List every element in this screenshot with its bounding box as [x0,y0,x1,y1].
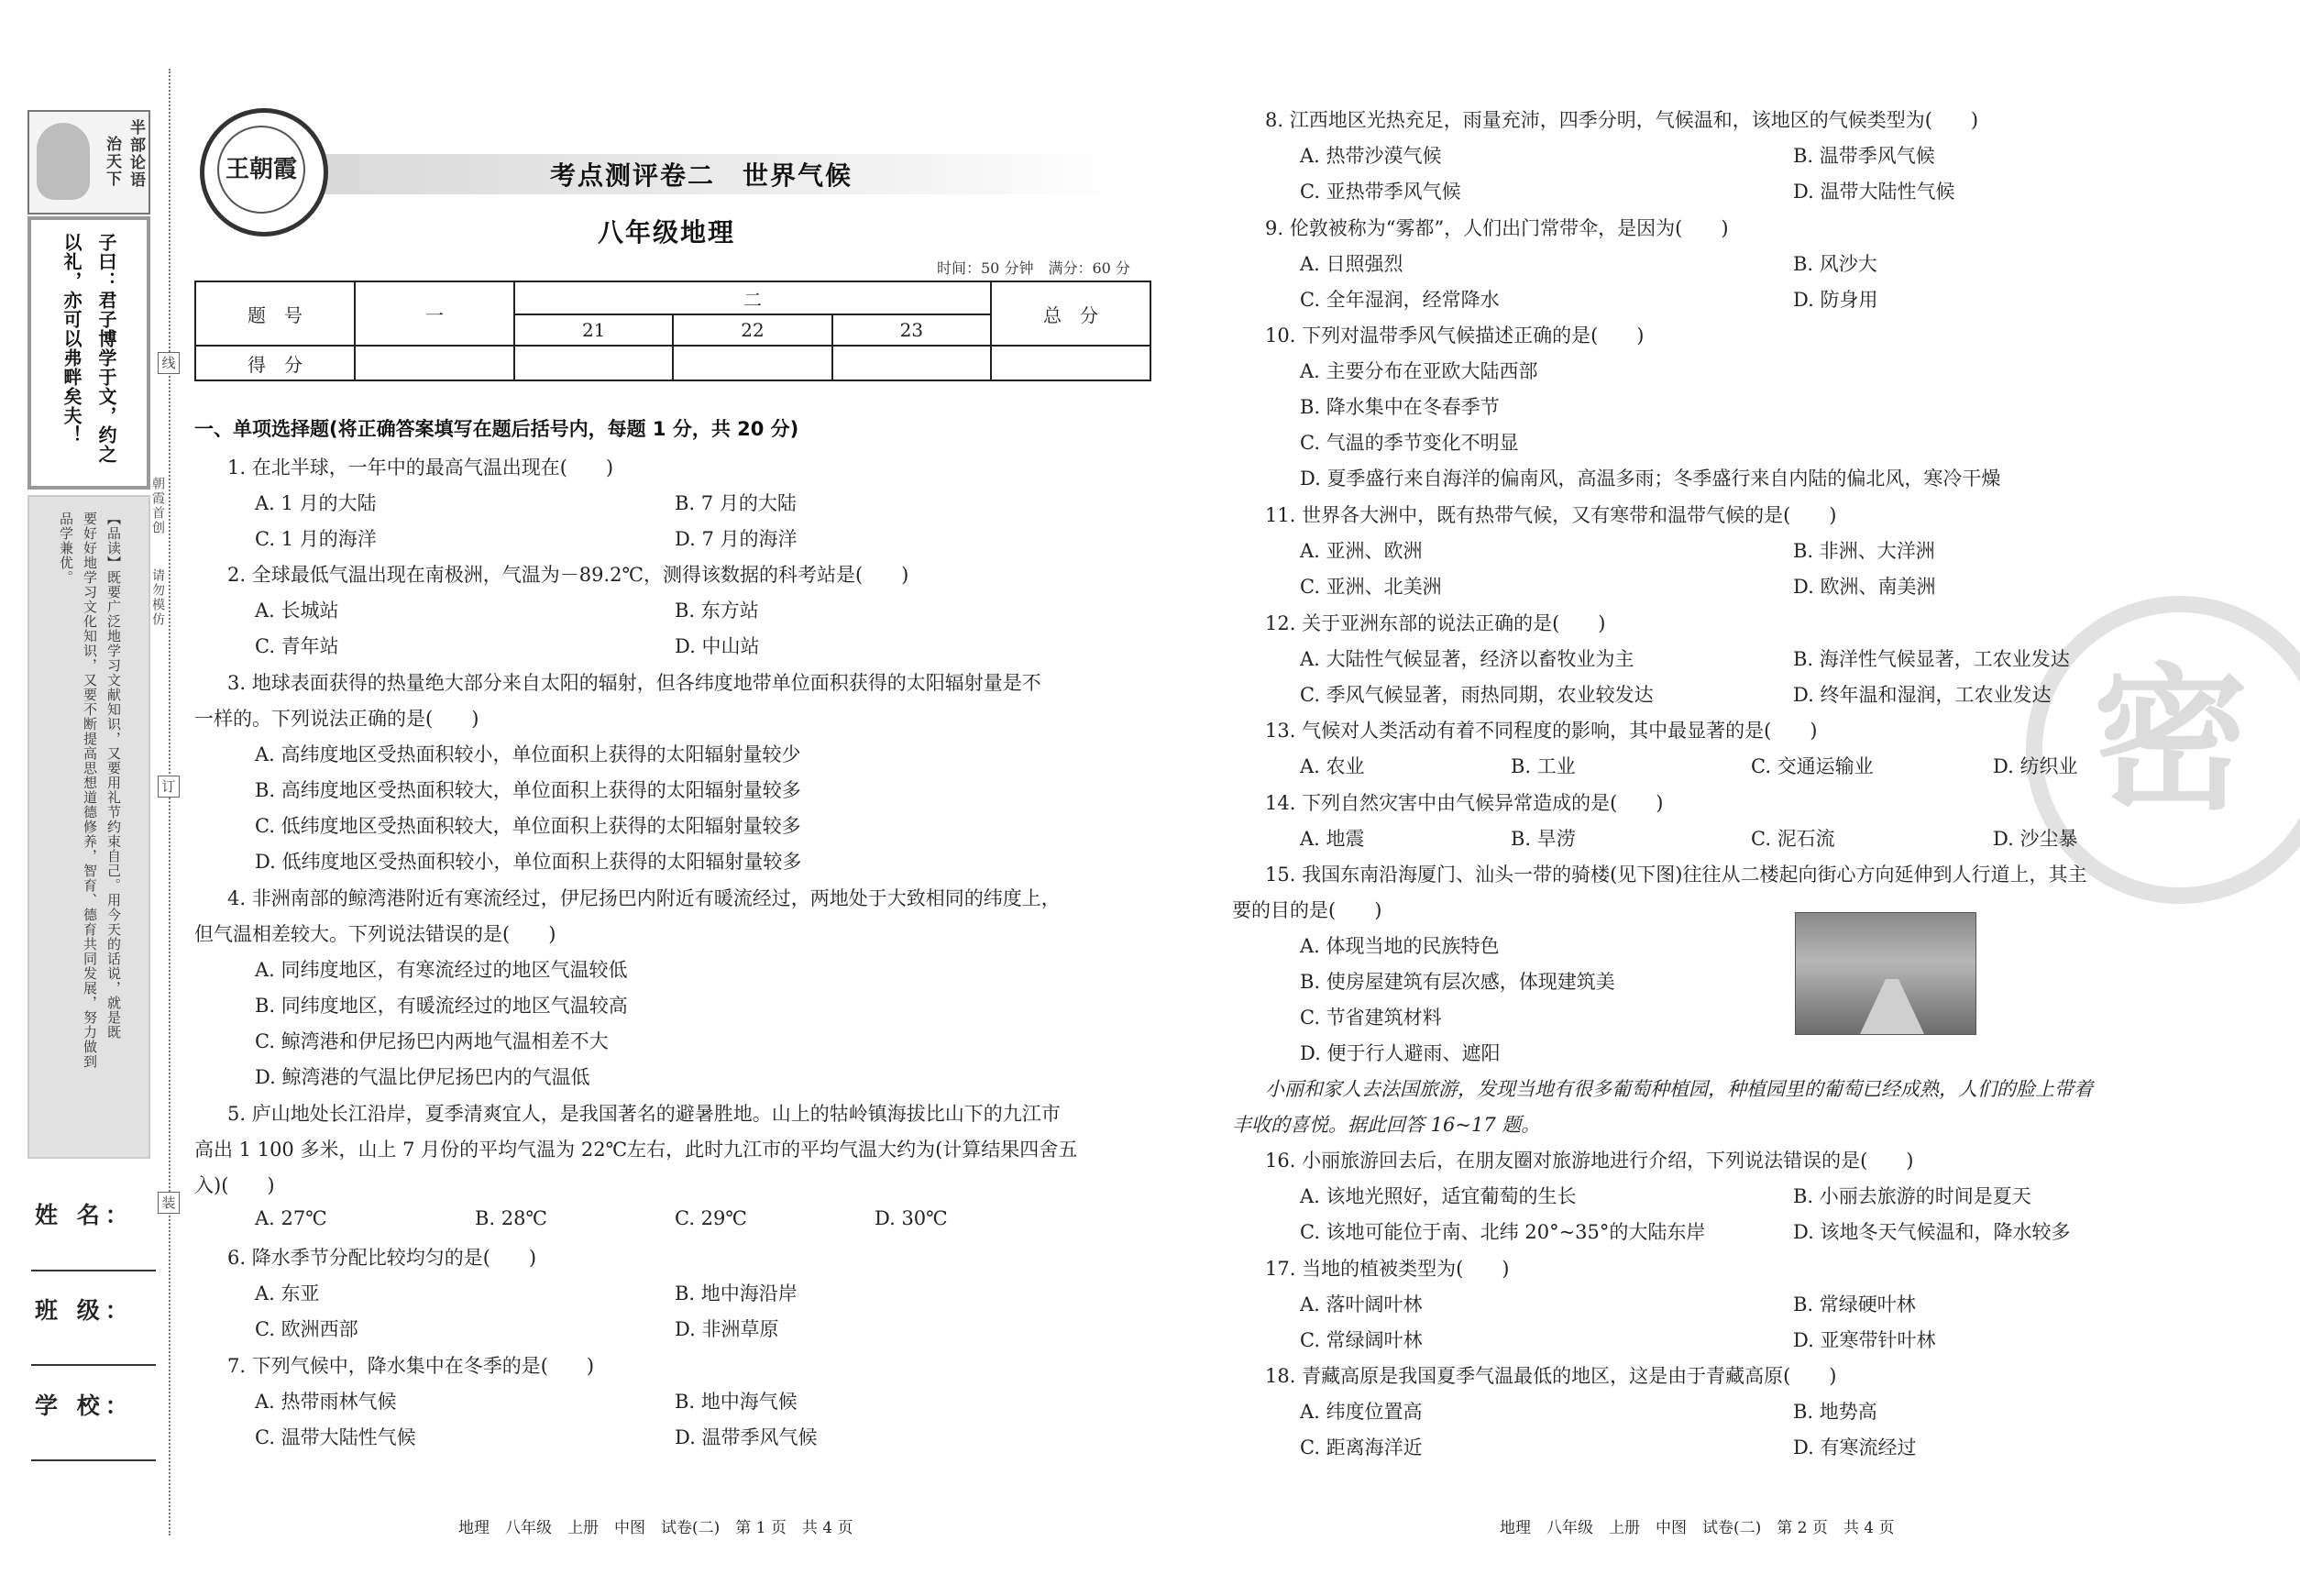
q2-option-d[interactable]: D. 中山站 [675,635,760,657]
q1-option-b[interactable]: B. 7 月的大陆 [675,492,797,514]
question-9: 9. 伦敦被称为“雾都”，人们出门常带伞，是因为( ) [1265,217,1729,239]
q7-option-a[interactable]: A. 热带雨林气候 [255,1391,397,1413]
q8-option-c[interactable]: C. 亚热带季风气候 [1300,181,1461,203]
q16-option-c[interactable]: C. 该地可能位于南、北纬 20°~35°的大陆东岸 [1300,1221,1706,1243]
q12-option-b[interactable]: B. 海洋性气候显著，工农业发达 [1793,648,2070,670]
confucius-figure [37,123,90,200]
q11-option-c[interactable]: C. 亚洲、北美洲 [1300,576,1442,598]
q14-option-d[interactable]: D. 沙尘暴 [1993,828,2078,850]
seal-char-order: 订 [158,776,180,798]
reading-line-3: 品学兼优。 [58,512,74,585]
question-15-cont: 要的目的是( ) [1232,899,1382,921]
question-6: 6. 降水季节分配比较均匀的是( ) [227,1247,537,1269]
q5-option-a[interactable]: A. 27℃ [255,1207,327,1229]
question-12: 12. 关于亚洲东部的说法正确的是( ) [1265,612,1606,634]
question-4-cont: 但气温相差较大。下列说法错误的是( ) [194,923,556,945]
q18-option-b[interactable]: B. 地势高 [1793,1401,1877,1423]
q4-option-d[interactable]: D. 鲸湾港的气温比伊尼扬巴内的气温低 [255,1066,590,1088]
q3-option-b[interactable]: B. 高纬度地区受热面积较大，单位面积上获得的太阳辐射量较多 [255,779,801,801]
question-13: 13. 气候对人类活动有着不同程度的影响，其中最显著的是( ) [1265,720,1818,742]
q10-option-c[interactable]: C. 气温的季节变化不明显 [1300,432,1519,454]
publisher-logo [200,108,328,237]
question-14: 14. 下列自然灾害中由气候异常造成的是( ) [1265,792,1664,814]
question-2: 2. 全球最低气温出现在南极洲，气温为－89.2℃，测得该数据的科考站是( ) [227,564,909,586]
arcade-street-photo [1795,912,1976,1035]
q13-option-b[interactable]: B. 工业 [1511,755,1576,777]
score-row-label: 得 分 [195,346,355,380]
score-cell[interactable] [991,346,1150,380]
score-header-total: 总 分 [991,281,1150,346]
q8-option-a[interactable]: A. 热带沙漠气候 [1300,145,1442,167]
q5-option-d[interactable]: D. 30℃ [875,1207,948,1229]
q6-option-d[interactable]: D. 非洲草原 [675,1318,779,1340]
q16-option-b[interactable]: B. 小丽去旅游的时间是夏天 [1793,1185,2031,1207]
q11-option-a[interactable]: A. 亚洲、欧洲 [1300,540,1423,562]
q8-option-b[interactable]: B. 温带季风气候 [1793,145,1935,167]
q5-option-c[interactable]: C. 29℃ [675,1207,747,1229]
score-col-23: 23 [832,314,991,346]
q9-option-d[interactable]: D. 防身用 [1793,289,1878,311]
q1-option-a[interactable]: A. 1 月的大陆 [255,492,377,514]
margin-strip [28,110,147,1164]
seal-char-line: 线 [158,352,180,374]
q11-option-b[interactable]: B. 非洲、大洋洲 [1793,540,1935,562]
q7-option-c[interactable]: C. 温带大陆性气候 [255,1426,416,1448]
question-5-cont: 高出 1 100 多米，山上 7 月份的平均气温为 22℃左右，此时九江市的平均气温大约为(计算结果四舍五 [194,1139,1078,1161]
q18-option-a[interactable]: A. 纬度位置高 [1300,1401,1423,1423]
q7-option-d[interactable]: D. 温带季风气候 [675,1426,818,1448]
score-col-22: 22 [673,314,831,346]
question-11: 11. 世界各大洲中，既有热带气候，又有寒带和温带气候的是( ) [1265,504,1837,526]
q13-option-d[interactable]: D. 纺织业 [1993,755,2078,777]
time-info: 时间：50 分钟 满分：60 分 [937,259,1130,277]
q14-option-c[interactable]: C. 泥石流 [1751,828,1835,850]
question-10: 10. 下列对温带季风气候描述正确的是( ) [1265,325,1645,347]
q12-option-c[interactable]: C. 季风气候显著，雨热同期，农业较发达 [1300,684,1654,706]
question-4: 4. 非洲南部的鲸湾港附近有寒流经过，伊尼扬巴内附近有暖流经过，两地处于大致相同的纬度上， [227,887,1061,909]
question-3: 3. 地球表面获得的热量绝大部分来自太阳的辐射，但各纬度地带单位面积获得的太阳辐射量是不 [227,672,1041,694]
question-3-cont: 一样的。下列说法正确的是( ) [194,708,479,730]
score-header-part2: 二 [514,281,991,314]
q2-option-a[interactable]: A. 长城站 [255,600,339,622]
q3-option-d[interactable]: D. 低纬度地区受热面积较小，单位面积上获得的太阳辐射量较多 [255,851,802,873]
quote-line-2: 以礼，亦可以弗畔矣夫！ [61,233,83,445]
binding-line [169,69,171,1535]
watermark-stamp [2026,596,2300,904]
school-label: 学 校： [35,1392,134,1419]
question-5: 5. 庐山地处长江沿岸，夏季清爽宜人，是我国著名的避暑胜地。山上的牯岭镇海拔比山下的九江市 [227,1103,1061,1125]
section-heading: 一、单项选择题(将正确答案填写在题后括号内，每题 1 分，共 20 分) [194,418,799,440]
footer-right: 地理 八年级 上册 中图 试卷(二) 第 2 页 共 4 页 [1500,1519,1895,1537]
reading-note [28,495,150,1159]
q9-option-a[interactable]: A. 日照强烈 [1300,253,1403,275]
q4-option-b[interactable]: B. 同纬度地区，有暖流经过的地区气温较高 [255,995,628,1017]
q14-option-b[interactable]: B. 旱涝 [1511,828,1576,850]
q12-option-d[interactable]: D. 终年温和湿润，工农业发达 [1793,684,2052,706]
q14-option-a[interactable]: A. 地震 [1300,828,1365,850]
banner-text-2: 治天下 [103,136,121,188]
q4-option-a[interactable]: A. 同纬度地区，有寒流经过的地区气温较低 [255,959,628,981]
question-8: 8. 江西地区光热充足，雨量充沛，四季分明，气候温和，该地区的气候类型为( ) [1265,109,1979,131]
score-col-21: 21 [514,314,673,346]
stamp-glyph: 密 [2092,650,2249,831]
score-header-number: 题 号 [195,281,355,346]
q10-option-d[interactable]: D. 夏季盛行来自海洋的偏南风，高温多雨；冬季盛行来自内陆的偏北风，寒冷干燥 [1300,468,2001,490]
passage-line-1: 小丽和家人去法国旅游，发现当地有很多葡萄种植园，种植园里的葡萄已经成熟，人们的脸上带着 [1265,1078,2093,1100]
q2-option-c[interactable]: C. 青年站 [255,635,339,657]
q2-option-b[interactable]: B. 东方站 [675,600,759,622]
q12-option-a[interactable]: A. 大陆性气候显著，经济以畜牧业为主 [1300,648,1634,670]
page-title: 考点测评卷二 世界气候 [550,160,853,191]
q6-option-a[interactable]: A. 东亚 [255,1282,320,1304]
q1-option-d[interactable]: D. 7 月的海洋 [675,528,798,550]
q10-option-b[interactable]: B. 降水集中在冬春季节 [1300,396,1500,418]
passage-line-2: 丰收的喜悦。据此回答 16~17 题。 [1232,1114,1541,1136]
school-field[interactable] [31,1459,156,1461]
q15-option-a[interactable]: A. 体现当地的民族特色 [1300,935,1500,957]
page-subtitle: 八年级地理 [598,217,736,248]
name-field[interactable] [31,1270,156,1271]
name-label: 姓 名： [35,1202,134,1228]
score-header-part1: 一 [355,281,514,346]
logo-text: 王朝霞 [217,126,305,214]
q15-option-c[interactable]: C. 节省建筑材料 [1300,1007,1442,1029]
class-label: 班 级： [35,1297,134,1324]
q18-option-c[interactable]: C. 距离海洋近 [1300,1436,1423,1458]
q16-option-d[interactable]: D. 该地冬天气候温和，降水较多 [1793,1221,2071,1243]
q16-option-a[interactable]: A. 该地光照好，适宜葡萄的生长 [1300,1185,1577,1207]
question-17: 17. 当地的植被类型为( ) [1265,1258,1510,1280]
class-field[interactable] [31,1364,156,1366]
q17-option-d[interactable]: D. 亚寒带针叶林 [1793,1329,1936,1351]
q9-option-c[interactable]: C. 全年湿润，经常降水 [1300,289,1500,311]
q10-option-a[interactable]: A. 主要分布在亚欧大陆西部 [1300,360,1538,382]
q8-option-d[interactable]: D. 温带大陆性气候 [1793,181,1955,203]
q15-option-b[interactable]: B. 使房屋建筑有层次感，体现建筑美 [1300,971,1615,993]
q5-option-b[interactable]: B. 28℃ [475,1207,547,1229]
seal-char-bind: 装 [158,1192,180,1214]
q6-option-b[interactable]: B. 地中海沿岸 [675,1282,798,1304]
q1-option-c[interactable]: C. 1 月的海洋 [255,528,377,550]
reading-line-1: 【品读】既要广泛地学习文献知识，又要用礼节约束自己。用今天的话说，就是既 [105,512,122,1040]
question-1: 1. 在北半球，一年中的最高气温出现在( ) [227,457,614,479]
question-18: 18. 青藏高原是我国夏季气温最低的地区，这是由于青藏高原( ) [1265,1365,1837,1387]
score-cell[interactable] [673,346,831,380]
footer-left: 地理 八年级 上册 中图 试卷(二) 第 1 页 共 4 页 [458,1519,853,1537]
score-cell[interactable] [355,346,514,380]
question-15: 15. 我国东南沿海厦门、汕头一带的骑楼(见下图)往往从二楼起向街心方向延伸到人行道上，其主 [1265,864,2087,886]
reading-line-2: 要好好地学习文化知识，又要不断提高思想道德修养，智育、德育共同发展，努力做到 [82,512,98,1069]
question-7: 7. 下列气候中，降水集中在冬季的是( ) [227,1355,595,1377]
q6-option-c[interactable]: C. 欧洲西部 [255,1318,358,1340]
q3-option-c[interactable]: C. 低纬度地区受热面积较大，单位面积上获得的太阳辐射量较多 [255,815,801,837]
question-5-cont2: 入)( ) [194,1174,275,1196]
score-cell[interactable] [514,346,673,380]
score-table [194,281,1151,381]
q9-option-b[interactable]: B. 风沙大 [1793,253,1877,275]
q11-option-d[interactable]: D. 欧洲、南美洲 [1793,576,1936,598]
q15-option-d[interactable]: D. 便于行人避雨、遮阳 [1300,1042,1501,1064]
copyright-note-1: 朝霞首创 [150,477,165,535]
q18-option-d[interactable]: D. 有寒流经过 [1793,1436,1917,1458]
banner-text-1: 半部论语 [127,119,145,189]
score-cell[interactable] [832,346,991,380]
confucius-quote [28,216,150,490]
confucius-banner [28,110,150,215]
q4-option-c[interactable]: C. 鲸湾港和伊尼扬巴内两地气温相差不大 [255,1030,609,1052]
q13-option-a[interactable]: A. 农业 [1300,755,1365,777]
quote-line-1: 子曰：君子博学于文，约之 [95,233,117,464]
q17-option-a[interactable]: A. 落叶阔叶林 [1300,1293,1423,1315]
q7-option-b[interactable]: B. 地中海气候 [675,1391,798,1413]
q17-option-c[interactable]: C. 常绿阔叶林 [1300,1329,1423,1351]
street-road [1860,979,1924,1034]
q13-option-c[interactable]: C. 交通运输业 [1751,755,1874,777]
question-16: 16. 小丽旅游回去后，在朋友圈对旅游地进行介绍，下列说法错误的是( ) [1265,1150,1914,1172]
copyright-note-2: 请勿模仿 [150,568,165,627]
q17-option-b[interactable]: B. 常绿硬叶林 [1793,1293,1916,1315]
q3-option-a[interactable]: A. 高纬度地区受热面积较小，单位面积上获得的太阳辐射量较少 [255,743,801,765]
